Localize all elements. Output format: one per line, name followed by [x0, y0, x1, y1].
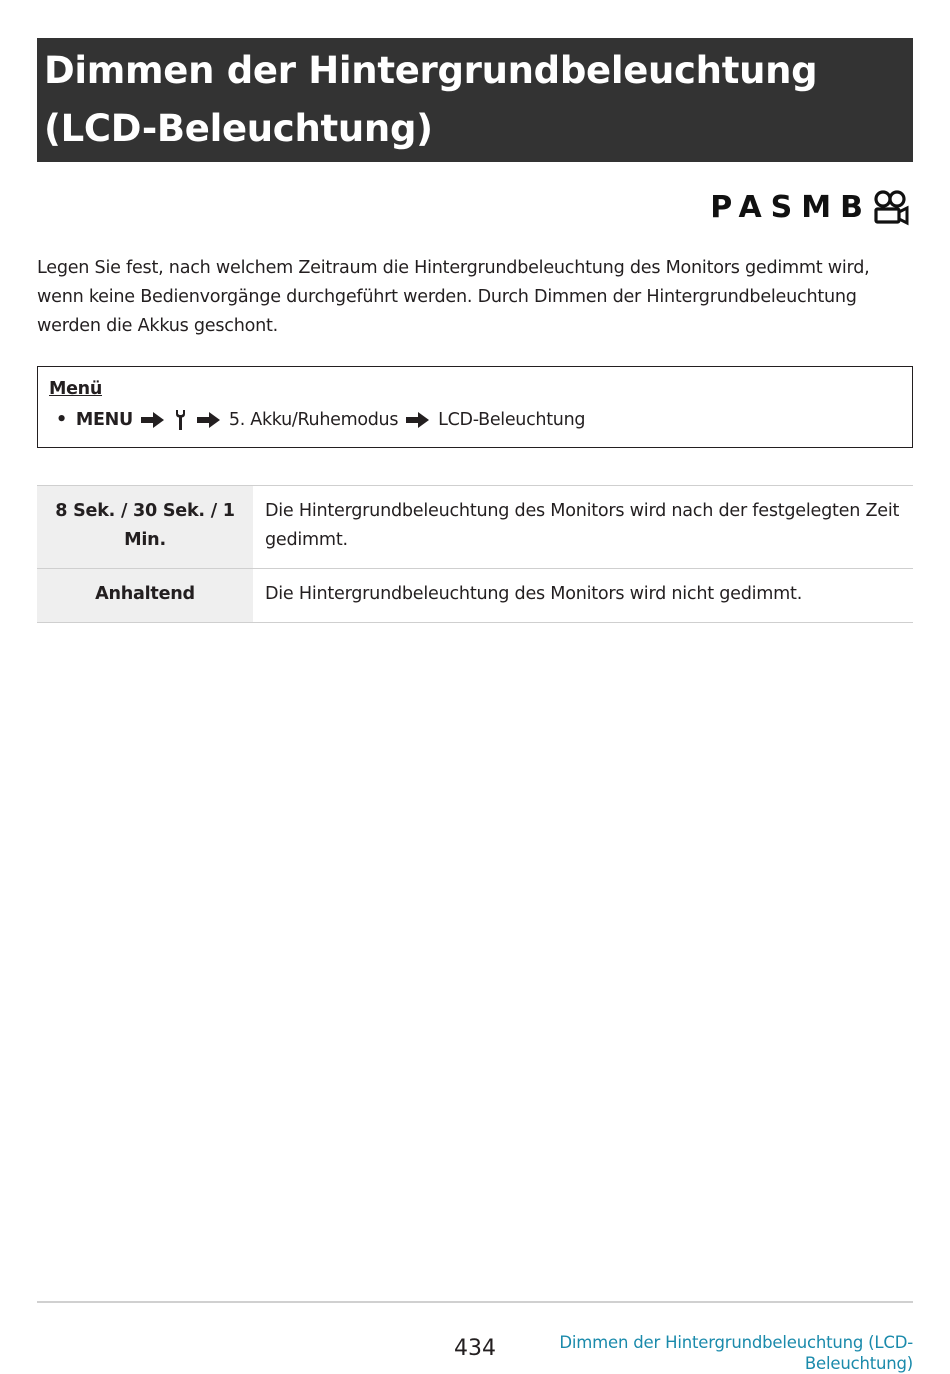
menu-heading: Menü	[49, 379, 103, 399]
table-row	[37, 486, 913, 569]
shooting-modes	[710, 186, 912, 228]
right-arrow-icon	[140, 411, 165, 429]
mode-letters: PASMB	[710, 189, 872, 225]
footer-divider	[37, 1301, 913, 1303]
page-title: Dimmen der Hintergrundbeleuchtung (LCD-Beleuchtung)	[44, 49, 818, 150]
options-table	[37, 485, 913, 623]
movie-camera-icon	[872, 187, 912, 227]
bullet: •	[56, 410, 67, 430]
option-description: Die Hintergrundbeleuchtung des Monitors wird nicht gedimmt.	[253, 569, 913, 623]
intro-paragraph: Legen Sie fest, nach welchem Zeitraum die Hintergrundbeleuchtung des Monitors gedimmt wird, wenn keine Bedienvorgänge durchgeführt werden. Durch Dimmen der Hintergrundbeleuchtung werden die Akkus geschont.	[37, 258, 870, 336]
title-bar	[37, 38, 913, 162]
footer-section-link[interactable]: Dimmen der Hintergrundbeleuchtung (LCD-Beleuchtung)	[559, 1333, 913, 1373]
menu-box	[37, 366, 913, 448]
option-description: Die Hintergrundbeleuchtung des Monitors wird nach der festgelegten Zeit gedimmt.	[253, 486, 913, 569]
menu-step-akku: 5. Akku/Ruhemodus	[228, 410, 399, 430]
page-number: 434	[454, 1336, 496, 1361]
wrench-icon	[174, 409, 186, 431]
right-arrow-icon	[405, 411, 430, 429]
option-key: Anhaltend	[37, 569, 253, 623]
right-arrow-icon	[196, 411, 221, 429]
option-key: 8 Sek. / 30 Sek. / 1 Min.	[37, 486, 253, 569]
menu-step-lcd: LCD-Beleuchtung	[438, 410, 586, 430]
menu-path	[49, 405, 901, 435]
table-row	[37, 569, 913, 623]
menu-root: MENU	[75, 410, 133, 430]
